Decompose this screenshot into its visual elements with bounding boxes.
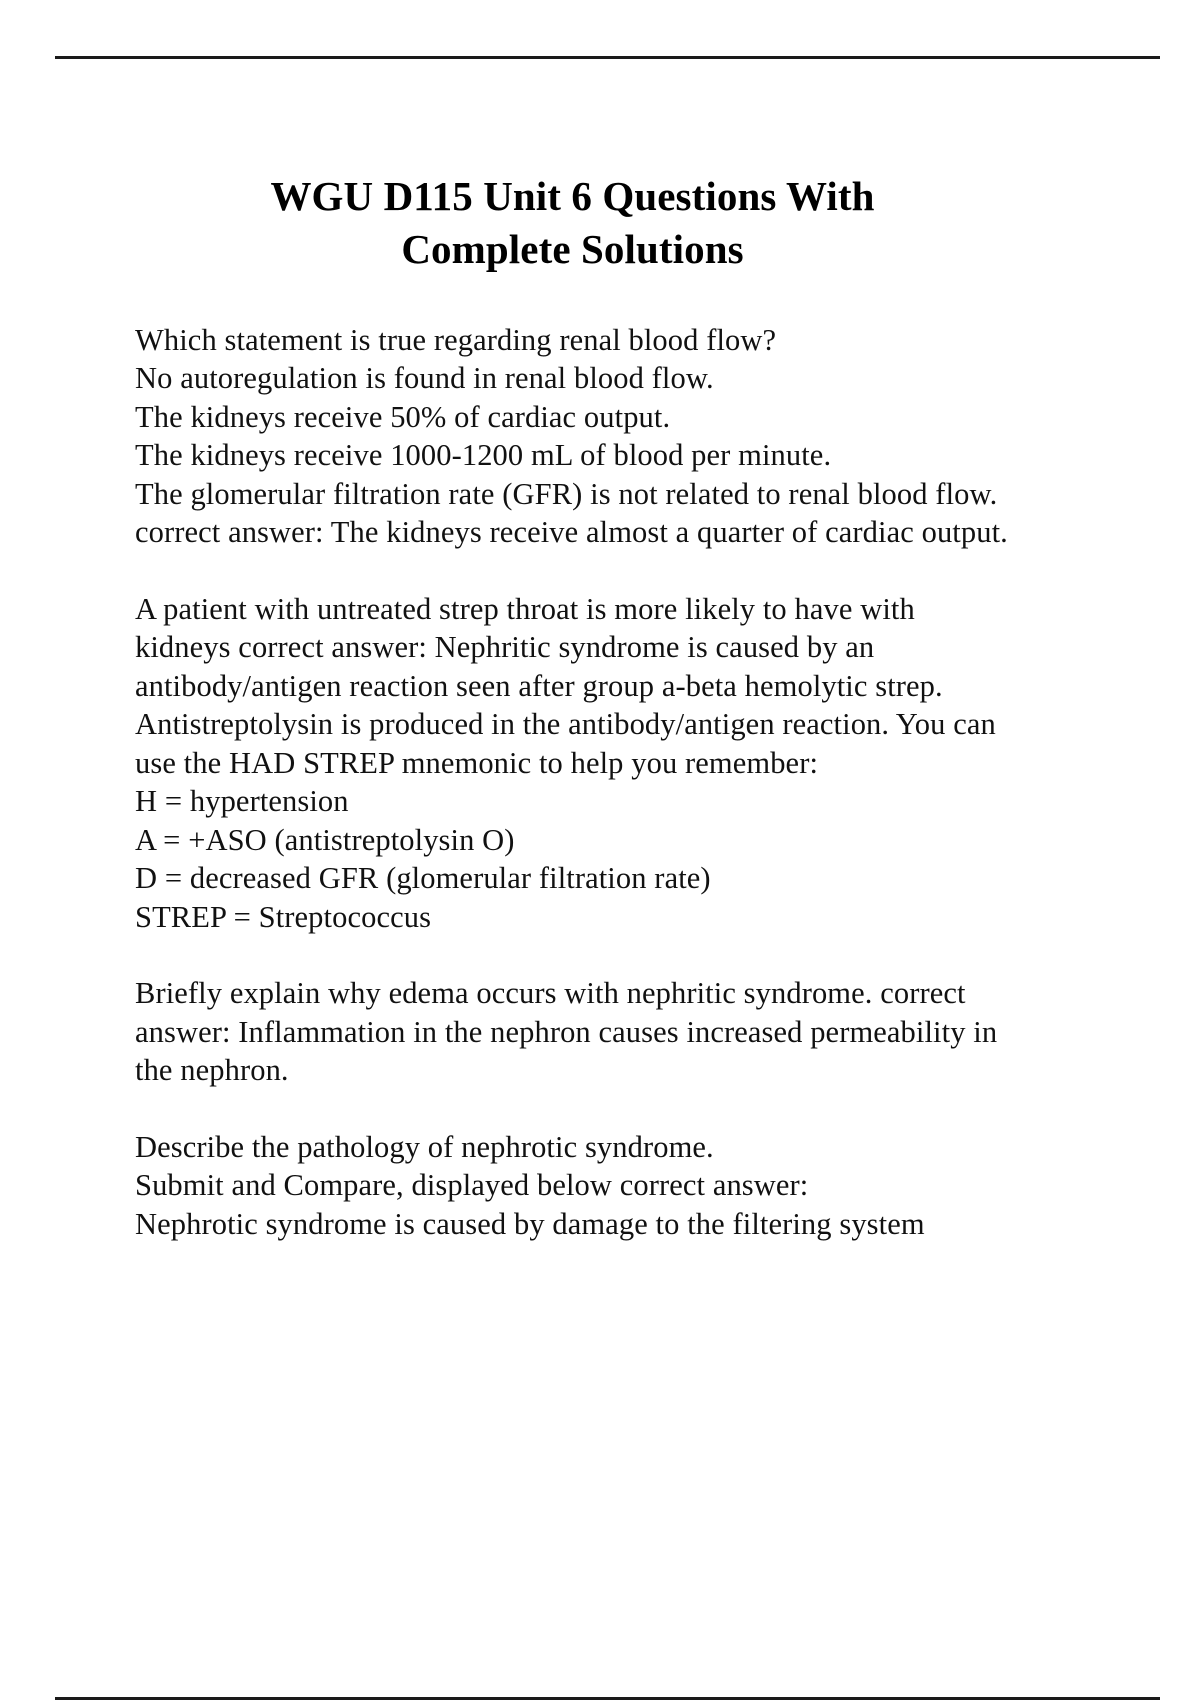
text-block-renal-blood-flow xyxy=(135,321,1010,552)
text-line: No autoregulation is found in renal blood flow. xyxy=(135,361,714,396)
text-line: A patient with untreated strep throat is more likely to have with kidneys correct answer: Nephritic syndrome is caused by an antibody/antigen reaction seen after group a-beta hemolytic strep. Antistreptolysin is produced in the antibody/antigen reaction. You can use the HAD STREP mnemonic to help you remember: xyxy=(135,591,996,780)
text-line: H = hypertension xyxy=(135,784,349,819)
document-body xyxy=(135,321,1010,1244)
page-title-line-1: WGU D115 Unit 6 Questions With xyxy=(270,173,875,219)
text-block-strep-throat-nephritic xyxy=(135,590,1010,937)
text-line: Submit and Compare, displayed below correct answer: xyxy=(135,1168,809,1203)
document-content xyxy=(135,170,1010,1243)
text-line: STREP = Streptococcus xyxy=(135,899,432,934)
page-title xyxy=(135,170,1010,277)
page-top-rule xyxy=(55,56,1160,59)
text-line: A = +ASO (antistreptolysin O) xyxy=(135,822,515,857)
page-title-line-2: Complete Solutions xyxy=(401,226,744,273)
text-block-edema-nephritic xyxy=(135,974,1010,1090)
text-line: D = decreased GFR (glomerular filtration rate) xyxy=(135,861,711,896)
text-line: The glomerular filtration rate (GFR) is not related to renal blood flow. correct answer: The kidneys receive almost a quarter of cardiac output. xyxy=(135,476,1008,550)
text-line: The kidneys receive 1000-1200 mL of blood per minute. xyxy=(135,438,832,473)
text-line: Which statement is true regarding renal blood flow? xyxy=(135,322,777,357)
text-line: Nephrotic syndrome is caused by damage to the filtering system xyxy=(135,1206,925,1241)
text-line: The kidneys receive 50% of cardiac output. xyxy=(135,399,671,434)
text-block-nephrotic-pathology xyxy=(135,1128,1010,1244)
text-line: Briefly explain why edema occurs with nephritic syndrome. correct answer: Inflammation in the nephron causes increased permeability in the nephron. xyxy=(135,976,998,1088)
text-line: Describe the pathology of nephrotic syndrome. xyxy=(135,1129,714,1164)
